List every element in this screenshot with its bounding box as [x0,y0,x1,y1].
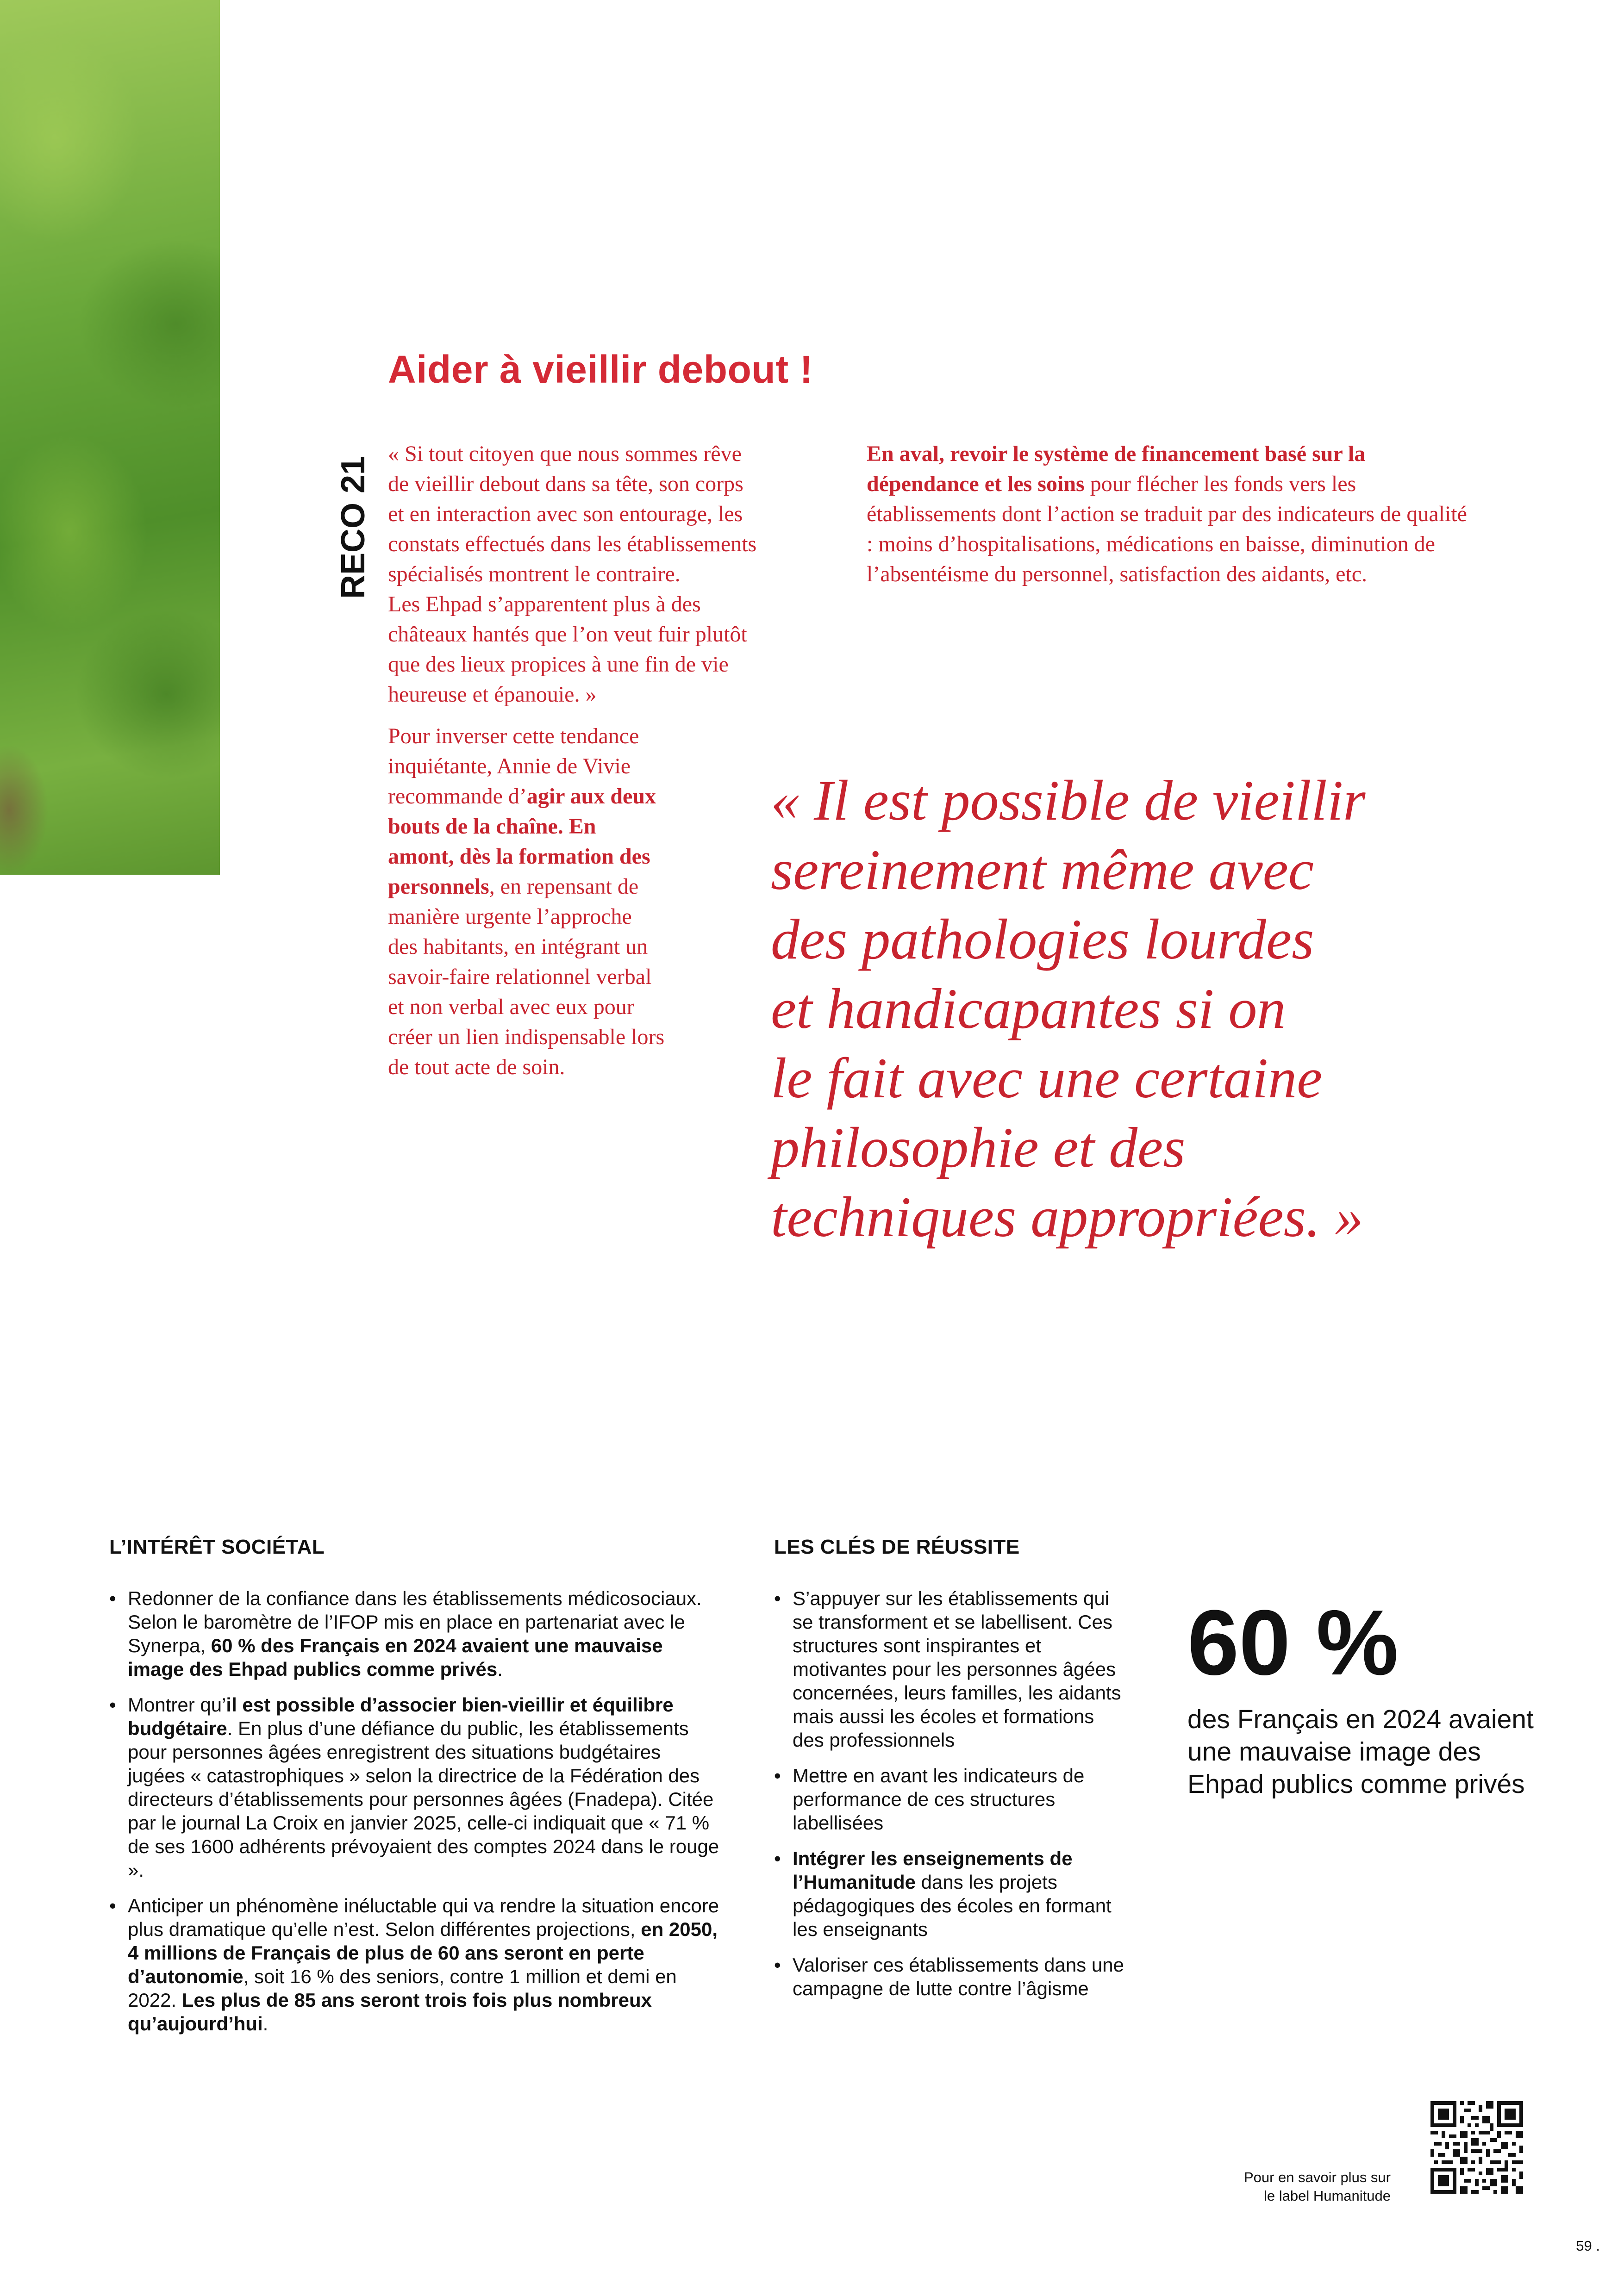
page-number: 59 . [1576,2238,1600,2254]
qr-code-icon[interactable] [1430,2101,1523,2194]
item-text: Redonner de la confiance dans les établissements médicosociaux. Selon le baromètre de l’IFOP mis en place en partenariat avec le Synerpa, [128,1587,702,1656]
pull-quote-line: « Il est possible de vieillir [771,769,1366,832]
reco-label [332,442,374,613]
list-item [774,1764,1131,1835]
pull-quote [771,766,1465,1252]
qr-caption-line: le label Humanitude [1263,2188,1391,2204]
intro-quote [388,439,818,709]
item-text: Montrer qu’ [128,1694,226,1716]
cles-heading: LES CLÉS DE RÉUSSITE [774,1536,1020,1558]
paragraph-bold: agir aux deux bouts de la chaîne. En amont, dès la formation des personnels [388,784,656,899]
intro-paragraph-amont [388,721,666,1082]
page-title: Aider à vieillir debout ! [388,348,813,391]
item-text: Anticiper un phénomène inéluctable qui va rendre la situation encore plus dramatique qu’elle n’est. Selon différentes projections, [128,1895,719,1940]
item-text: , soit 16 % des seniors, contre 1 million et demi en 2022. [128,1966,677,2011]
list-item [774,1953,1131,2000]
intro-quote-line: constats effectués dans les établissements [388,532,757,556]
item-bold: en 2050, 4 millions de Français de plus de 60 ans seront en perte d’autonomie [128,1918,718,1987]
item-bold: Les plus de 85 ans seront trois fois plus nombreux qu’aujourd’hui [128,1989,652,2035]
item-text: . [262,2013,269,2035]
stat-value: 60 % [1187,1591,1399,1694]
list-item [774,1847,1131,1941]
stat-description: des Français en 2024 avaient une mauvaise image des Ehpad publics comme privés [1187,1705,1534,1799]
pull-quote-line: philosophie et des [771,1116,1186,1179]
cles-list [774,1587,1131,2012]
interet-heading: L’INTÉRÊT SOCIÉTAL [109,1536,325,1558]
item-bold: Intégrer les enseignements de l’Humanitude [793,1848,1073,1893]
intro-quote-line: que des lieux propices à une fin de vie [388,652,729,677]
paragraph-text: pour flécher les fonds vers les établissements dont l’action se traduit par des indicateurs de qualité : moins d’hospitalisations, médications en baisse, diminution de l’absentéisme du personnel, satisfaction des aidants, etc. [867,472,1467,586]
intro-quote-line: et en interaction avec son entourage, les [388,502,743,526]
list-item [109,1894,720,2035]
paragraph-text: Pour inverser cette tendance inquiétante, Annie de Vivie recommande d’ [388,724,639,809]
list-item [109,1587,720,1681]
intro-quote-line: châteaux hantés que l’on veut fuir plutôt [388,622,747,647]
green-foliage-photo [0,0,220,875]
qr-caption-line: Pour en savoir plus sur [1243,2169,1391,2185]
item-text: Mettre en avant les indicateurs de performance de ces structures labellisées [793,1765,1085,1834]
item-text: dans les projets pédagogiques des écoles en formant les enseignants [793,1871,1112,1940]
item-text: S’appuyer sur les établissements qui se transforment et se labellisent. Ces structures sont inspirantes et motivantes pour les personnes âgées concernées, leurs familles, les aidants mais aussi les écoles et formations des professionnels [793,1587,1121,1751]
intro-quote-line: spécialisés montrent le contraire. [388,562,681,586]
intro-paragraph-aval [867,439,1468,589]
interet-list [109,1587,720,2047]
intro-quote-line: de vieillir debout dans sa tête, son corps [388,472,743,496]
reco-label-text: RECO 21 [335,456,372,599]
intro-quote-line: « Si tout citoyen que nous sommes rêve [388,442,742,466]
intro-quote-line: Les Ehpad s’apparentent plus à des [388,592,701,616]
item-text: . En plus d’une défiance du public, les établissements pour personnes âgées enregistrent des situations budgétaires jugées « catastrophiques » selon la directrice de la Fédération des directeurs d’établissements pour personnes âgées (Fnadepa). Citée par le journal La Croix en janvier 2025, celle-ci indiquait que « 71 % de ses 1600 adhérents prévoyaient des comptes 2024 dans le rouge ». [128,1717,719,1881]
paragraph-text: , en repensant de manière urgente l’approche des habitants, en intégrant un savoir-faire relationnel verbal et non verbal avec eux pour créer un lien indispensable lors de tout acte de soin. [388,874,665,1079]
list-item [774,1587,1131,1752]
qr-caption [1244,2168,1391,2205]
item-bold: 60 % des Français en 2024 avaient une mauvaise image des Ehpad publics comme privés [128,1635,663,1680]
item-text: Valoriser ces établissements dans une campagne de lutte contre l’âgisme [793,1954,1124,1999]
paragraph-bold: En aval, revoir le système de financement basé sur la dépendance et les soins [867,442,1366,496]
intro-quote-line: heureuse et épanouie. » [388,682,597,707]
pull-quote-line: et handicapantes si on [771,977,1286,1040]
item-bold: il est possible d’associer bien-vieillir et équilibre budgétaire [128,1694,674,1739]
pull-quote-line: techniques appropriées. » [771,1185,1363,1249]
pull-quote-line: le fait avec une certaine [771,1046,1323,1110]
list-item [109,1693,720,1882]
pull-quote-line: des pathologies lourdes [771,908,1314,971]
item-text: . [497,1658,503,1680]
pull-quote-line: sereinement même avec [771,838,1314,902]
